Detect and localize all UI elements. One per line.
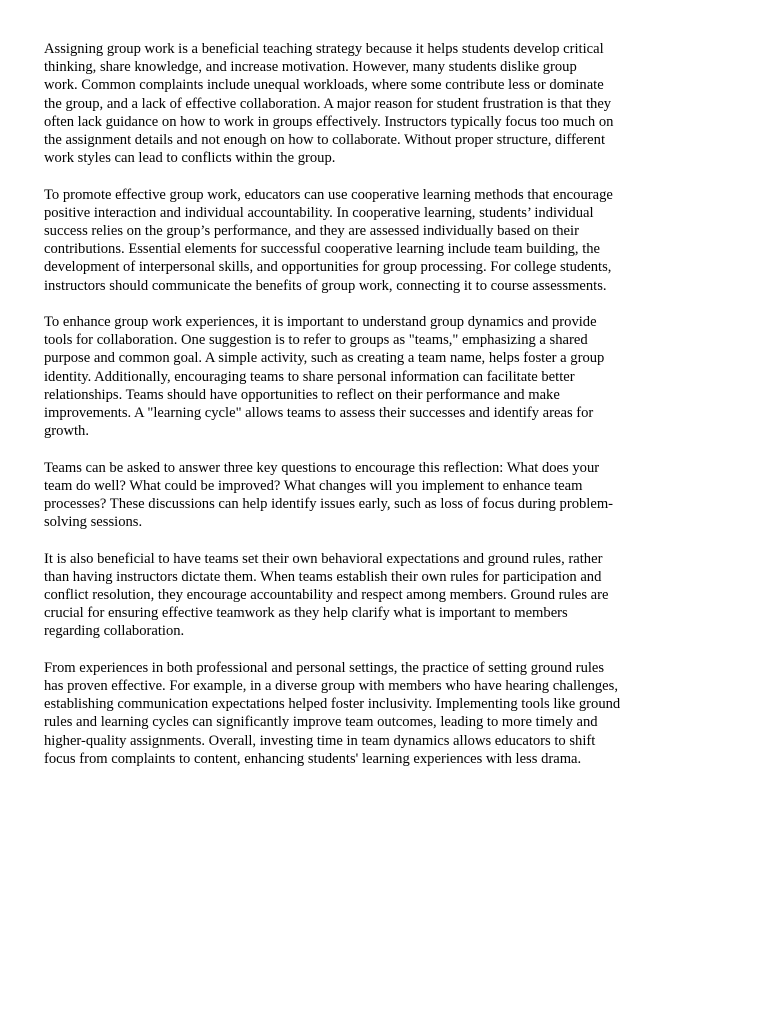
text-line: improvements. A "learning cycle" allows teams to assess their successes and identify areas for [44,405,594,422]
text-line: rules and learning cycles can significantly improve team outcomes, leading to more timely and [44,714,598,731]
text-line: work. Common complaints include unequal workloads, where some contribute less or dominate [44,77,604,94]
text-line: success relies on the group’s performance, and they are assessed individually based on their [44,223,579,240]
text-line: instructors should communicate the benefits of group work, connecting it to course assessments. [44,277,607,294]
document-body [44,40,668,786]
text-line: team do well? What could be improved? What changes will you implement to enhance team [44,477,583,494]
text-line: To enhance group work experiences, it is important to understand group dynamics and provide [44,314,597,331]
text-line: Teams can be asked to answer three key questions to encourage this reflection: What does your [44,459,600,476]
text-line: From experiences in both professional and personal settings, the practice of setting ground rules [44,659,605,676]
text-line: solving sessions. [44,514,143,531]
text-line: often lack guidance on how to work in groups effectively. Instructors typically focus too much on [44,113,614,130]
text-line: thinking, share knowledge, and increase motivation. However, many students dislike group [44,59,577,76]
text-line: higher-quality assignments. Overall, investing time in team dynamics allows educators to shift [44,732,596,749]
text-line: processes? These discussions can help identify issues early, such as loss of focus during problem- [44,496,614,513]
text-line: than having instructors dictate them. When teams establish their own rules for participation and [44,568,602,585]
text-line: has proven effective. For example, in a diverse group with members who have hearing challenges, [44,678,618,695]
text-line: purpose and common goal. A simple activity, such as creating a team name, helps foster a group [44,350,605,367]
text-line: relationships. Teams should have opportunities to reflect on their performance and make [44,386,560,403]
text-line: positive interaction and individual accountability. In cooperative learning, students’ individual [44,204,594,221]
text-line: contributions. Essential elements for successful cooperative learning include team building, the [44,241,601,258]
text-line: conflict resolution, they encourage accountability and respect among members. Ground rules are [44,587,609,604]
text-line: establishing communication expectations helped foster inclusivity. Implementing tools like ground [44,696,621,713]
text-line: Assigning group work is a beneficial teaching strategy because it helps students develop critical [44,41,604,57]
text-line: It is also beneficial to have teams set their own behavioral expectations and ground rules, rather [44,550,603,567]
text-line: identity. Additionally, encouraging teams to share personal information can facilitate better [44,368,575,385]
text-line: To promote effective group work, educators can use cooperative learning methods that encourage [44,186,613,203]
text-line: regarding collaboration. [44,623,185,640]
paragraph-2 [44,186,668,295]
text-line: the assignment details and not enough on how to collaborate. Without proper structure, different [44,132,605,149]
text-line: crucial for ensuring effective teamwork as they help clarify what is important to members [44,605,568,622]
paragraph-3 [44,313,668,440]
paragraph-4 [44,459,668,532]
text-line: tools for collaboration. One suggestion is to refer to groups as "teams," emphasizing a shared [44,332,588,349]
text-line: development of interpersonal skills, and opportunities for group processing. For college students, [44,259,612,276]
text-line: focus from complaints to content, enhancing students' learning experiences with less drama. [44,750,582,767]
paragraph-1 [44,40,668,167]
paragraph-5 [44,550,668,641]
text-line: work styles can lead to conflicts within the group. [44,150,336,167]
text-line: growth. [44,423,89,440]
text-line: the group, and a lack of effective collaboration. A major reason for student frustration is that they [44,95,612,112]
paragraph-6 [44,659,668,768]
